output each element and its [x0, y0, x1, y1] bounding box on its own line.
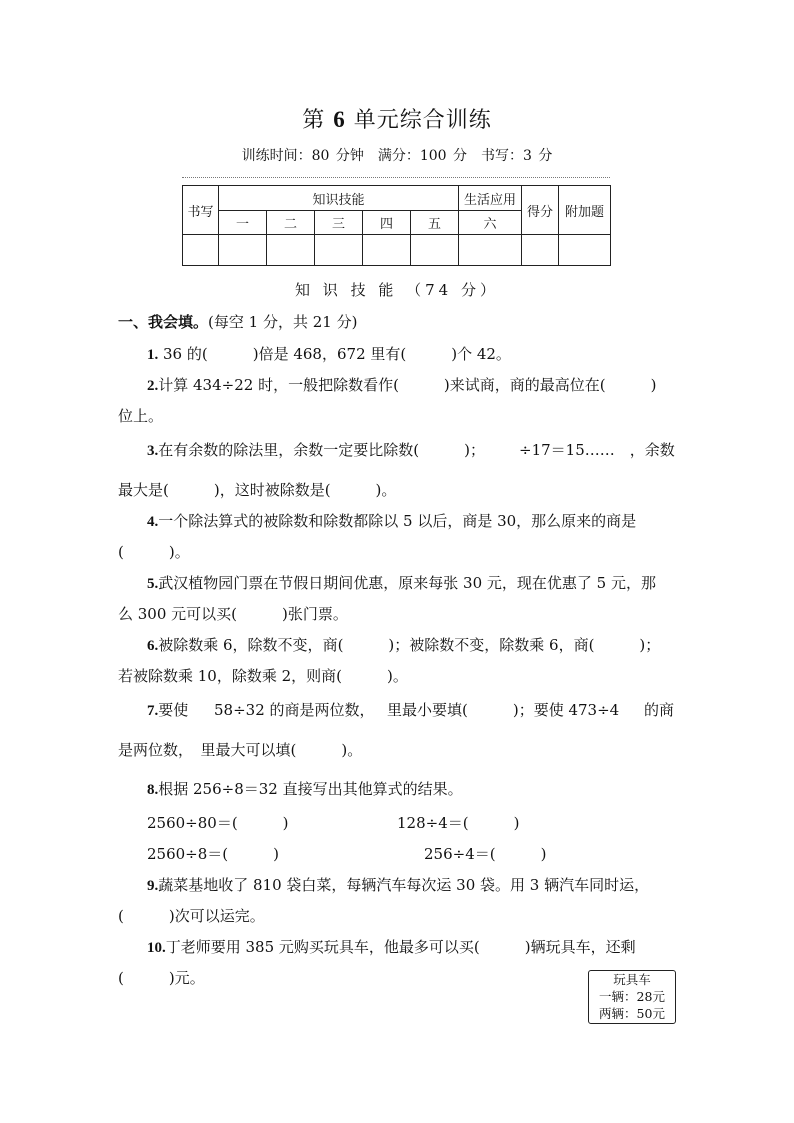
score-cell[interactable] — [559, 235, 611, 266]
question-5-cont: 么 300 元可以买( )张门票。 — [118, 605, 348, 623]
col-4: 四 — [363, 211, 411, 235]
score-cell[interactable] — [459, 235, 522, 266]
question-9: 9.蔬菜基地收了 810 袋白菜，每辆汽车每次运 30 袋。用 3 辆汽车同时运， — [147, 876, 650, 894]
score-cell[interactable] — [267, 235, 315, 266]
question-7-part-b: 58÷32 的商是两位数， — [214, 701, 375, 719]
toy-box-price-2: 两辆：50元 — [599, 1006, 665, 1021]
col-5: 五 — [411, 211, 459, 235]
toy-box-price-1: 一辆：28元 — [599, 989, 665, 1004]
score-cell[interactable] — [219, 235, 267, 266]
question-3-cont: 最大是( )，这时被除数是( )。 — [118, 481, 397, 499]
col-1: 一 — [219, 211, 267, 235]
question-2: 2.计算 434÷22 时，一般把除数看作( )来试商，商的最高位在( ) — [147, 376, 657, 394]
header-zhishi: 知识技能 — [219, 186, 459, 211]
col-3: 三 — [315, 211, 363, 235]
toy-car-price-box — [588, 970, 676, 1024]
question-7-part-d: 的商 — [644, 701, 675, 719]
question-1: 1. 36 的( )倍是 468，672 里有( )个 42。 — [147, 345, 511, 363]
exam-info: 训练时间：80 分钟 满分：100 分 书写：3 分 — [241, 148, 553, 164]
question-3: 3.在有余数的除法里，余数一定要比除数( )； — [147, 441, 485, 459]
question-4: 4.一个除法算式的被除数和除数都除以 5 以后，商是 30，那么原来的商是 — [147, 512, 637, 530]
part1-heading: 一、我会填。(每空 1 分，共 21 分) — [118, 313, 358, 331]
toy-box-title: 玩具车 — [613, 972, 651, 987]
q8-item: 2560÷8＝( ) — [147, 845, 279, 863]
header-fujia: 附加题 — [559, 186, 611, 235]
score-cell[interactable] — [522, 235, 559, 266]
question-3-part: ÷17＝15…… ，余数 — [519, 441, 675, 459]
question-8: 8.根据 256÷8＝32 直接写出其他算式的结果。 — [147, 780, 463, 798]
q8-item: 2560÷80＝( ) — [147, 814, 289, 832]
section-heading: 知 识 技 能 （74 分） — [295, 281, 499, 299]
question-5: 5.武汉植物园门票在节假日期间优惠，原来每张 30 元，现在优惠了 5 元，那 — [147, 574, 656, 592]
question-7-cont: 是两位数， 里最大可以填( )。 — [118, 741, 363, 759]
col-2: 二 — [267, 211, 315, 235]
header-defen: 得分 — [522, 186, 559, 235]
score-cell[interactable] — [183, 235, 219, 266]
header-shuxie: 书写 — [183, 186, 219, 235]
q8-item: 256÷4＝( ) — [424, 845, 547, 863]
question-6: 6.被除数乘 6，除数不变，商( )；被除数不变，除数乘 6，商( )； — [147, 636, 661, 654]
question-10: 10.丁老师要用 385 元购买玩具车，他最多可以买( )辆玩具车，还剩 — [147, 938, 636, 956]
question-7-part-c: 里最小要填( )；要使 473÷4 — [387, 701, 620, 719]
header-shenghuo: 生活应用 — [459, 186, 522, 211]
col-6: 六 — [459, 211, 522, 235]
q8-item: 128÷4＝( ) — [397, 814, 520, 832]
page-title: 第 6 单元综合训练 — [302, 107, 492, 133]
question-9-cont: ( )次可以运完。 — [118, 907, 265, 925]
score-cell[interactable] — [411, 235, 459, 266]
question-7: 7.要使 — [147, 701, 189, 719]
question-4-cont: ( )。 — [118, 543, 190, 561]
question-10-cont: ( )元。 — [118, 969, 205, 987]
score-table — [182, 185, 611, 266]
question-2-cont: 位上。 — [118, 407, 164, 425]
score-cell[interactable] — [363, 235, 411, 266]
score-cell[interactable] — [315, 235, 363, 266]
dotted-divider — [182, 177, 610, 178]
question-6-cont: 若被除数乘 10，除数乘 2，则商( )。 — [118, 667, 408, 685]
